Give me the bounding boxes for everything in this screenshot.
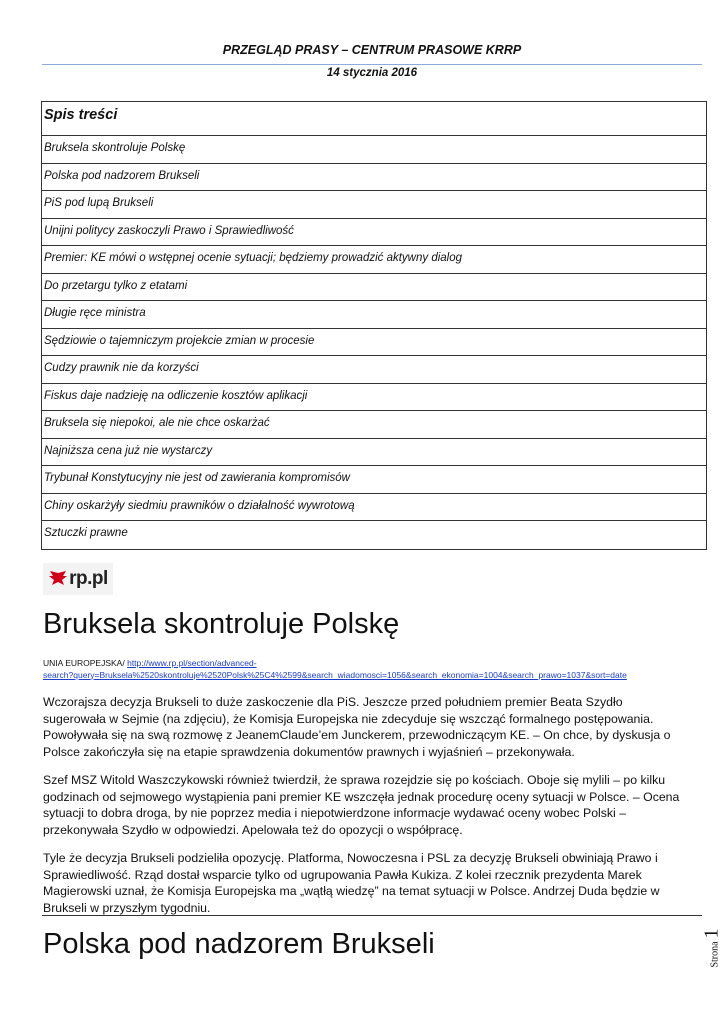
toc-item[interactable]: Fiskus daje nadzieję na odliczenie kosztów aplikacji [42, 384, 706, 412]
toc-item[interactable]: Sędziowie o tajemniczym projekcie zmian w procesie [42, 329, 706, 357]
toc-item[interactable]: Cudzy prawnik nie da korzyści [42, 356, 706, 384]
toc-item[interactable]: Trybunał Konstytucyjny nie jest od zawierania kompromisów [42, 466, 706, 494]
article-title: Bruksela skontroluje Polskę [43, 608, 400, 640]
eagle-icon [48, 570, 68, 588]
press-review-title: PRZEGLĄD PRASY – CENTRUM PRASOWE KRRP [222, 43, 522, 57]
source-link[interactable]: http://www.rp.pl/section/advanced- [127, 658, 257, 668]
toc-item[interactable]: Polska pod nadzorem Brukseli [42, 164, 706, 192]
toc-item[interactable]: Długie ręce ministra [42, 301, 706, 329]
toc-item[interactable]: Do przetargu tylko z etatami [42, 274, 706, 302]
toc-item[interactable]: Chiny oskarżyły siedmiu prawników o działalność wywrotową [42, 494, 706, 522]
press-review-date: 14 stycznia 2016 [326, 67, 418, 79]
article-paragraph: Wczorajsza decyzja Brukseli to duże zaskoczenie dla PiS. Jeszcze przed południem premier Beata Szydło sugerowała w Sejmie (na zdjęciu), że Komisja Europejska nie zdecyduje się wszcząć formalnego postępowania. Powoływała się na swą rozmowę z JeanemClaude’em Junckerem, przewodniczącym KE. – On chce, by dyskusja o Polsce zakończyła się na etapie sprawdzenia dokumentów prawnych i wyjaśnień – przekonywała. [43, 695, 671, 759]
page-number [701, 918, 723, 978]
logo-text: rp.pl [69, 568, 108, 589]
toc-item[interactable]: Najniższa cena już nie wystarczy [42, 439, 706, 467]
article-paragraph: Szef MSZ Witold Waszczykowski również twierdził, że sprawa rozejdzie się po kościach. Oboje się mylili – po kilku godzinach od sejmowego wystąpienia pani premier KE wszczęła jednak procedurę oceny sytuacji w Polsce. – Ocena sytuacji to dobra droga, by nie poprzez media i niepotwierdzone informacje wydawać oceny wobec Polski – przekonywała Szydło w odpowiedzi. Apelowała też do opozycji o współpracę. [43, 773, 680, 837]
article-title: Polska pod nadzorem Brukseli [43, 928, 435, 960]
article-paragraph: Tyle że decyzja Brukseli podzieliła opozycję. Platforma, Nowoczesna i PSL za decyzję Brukseli obwiniają Prawo i Sprawiedliwość. Rząd dostał wsparcie tylko od ugrupowania Pawła Kukiza. Z kolei rzecznik prezydenta Marek Magierowski uznał, że Komisja Europejska ma „wątłą wiedzę” na temat sytuacji w Polsce. Andrzej Duda będzie w Brukseli w przyszłym tygodniu. [43, 851, 660, 915]
rp-pl-logo [43, 563, 113, 595]
toc-item[interactable]: Bruksela się niepokoi, ale nie chce oskarżać [42, 411, 706, 439]
article-source [43, 658, 683, 681]
source-section: UNIA EUROPEJSKA/ [43, 658, 125, 668]
toc-item[interactable]: Bruksela skontroluje Polskę [42, 136, 706, 164]
page-label: Strona [709, 941, 721, 968]
toc-item[interactable]: Sztuczki prawne [44, 527, 128, 539]
toc-heading: Spis treści [42, 102, 706, 136]
footer-divider [42, 915, 702, 916]
toc-item[interactable]: Premier: KE mówi o wstępnej ocenie sytuacji; będziemy prowadzić aktywny dialog [42, 246, 706, 274]
toc-item[interactable]: PiS pod lupą Brukseli [42, 191, 706, 219]
header-divider [42, 64, 702, 65]
toc-item[interactable]: Unijni politycy zaskoczyli Prawo i Sprawiedliwość [42, 219, 706, 247]
table-of-contents [41, 101, 707, 550]
page-number-value: 1 [700, 928, 723, 939]
source-link-continued[interactable]: search?query=Bruksela%2520skontroluje%2520Polsk%25C4%2599&search_wiadomosci=1056&search_ekonomia=1004&search_prawo=1037&sort=date [43, 669, 627, 680]
